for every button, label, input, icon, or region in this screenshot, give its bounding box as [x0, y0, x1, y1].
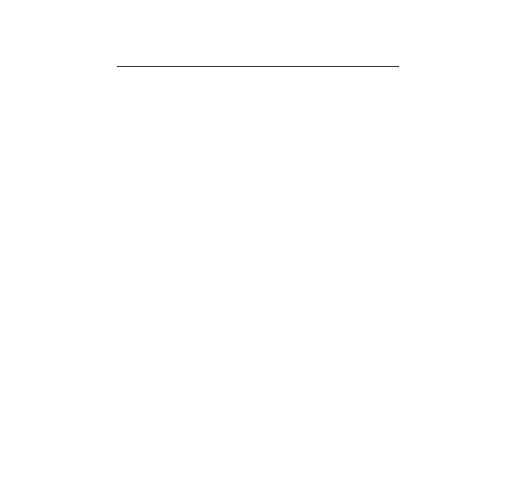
header-rule: [117, 66, 399, 67]
